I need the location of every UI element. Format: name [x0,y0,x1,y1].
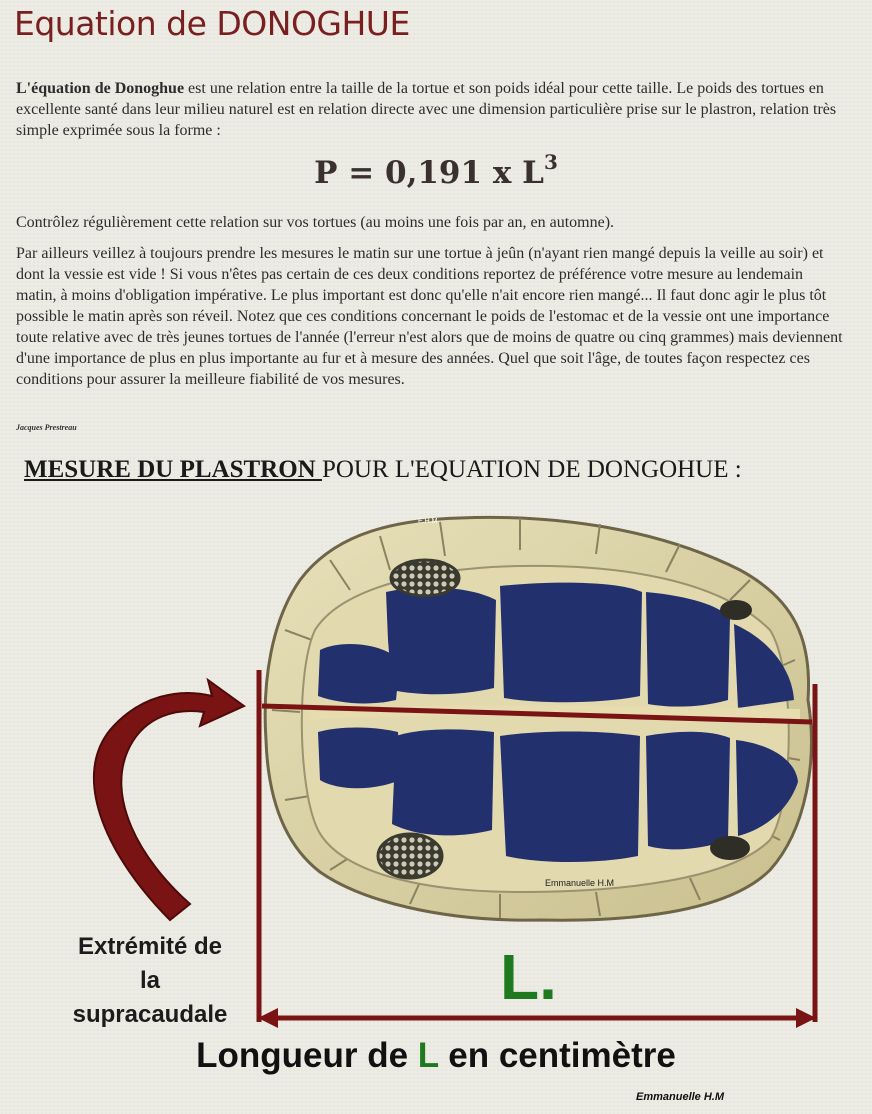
precautions-paragraph: Par ailleurs veillez à toujours prendre les mesures le matin sur une tortue à jeûn (n'ayant rien mangé depuis la veille au soir) et dont la vessie est vide ! Si vous n'êtes pas certain de ces deux conditions reportez de préférence votre mesure au lendemain matin, à moins d'obligation impérative. Le plus important est donc qu'elle n'ait encore rien mangé... Il faut donc agir le plus tôt possible le matin après son réveil. Notez que ces conditions concernant le poids de l'estomac et de la vessie ont une importance toute relative avec de très jeunes tortues de l'année (l'erreur n'est alors que de moins de quatre ou cinq grammes) mais deviennent d'une importance de plus en plus importante au fur et à mesure des années. Quel que soit l'âge, de toutes façon respectez ces conditions pour assurer la meilleure fiabilité de vos mesures. [16,245,843,388]
extremite-label [40,930,260,1032]
formula-exponent: 3 [543,150,558,174]
donoghue-formula [0,150,872,191]
intro-bold-lead: L'équation de Donoghue [16,80,185,97]
caption-after: en centimètre [438,1036,676,1075]
page-title: Equation de DONOGHUE [14,4,410,43]
caption-symbol: L [417,1036,439,1075]
rear-leg [378,834,442,878]
curved-arrow [94,680,244,920]
intro-text: est une relation entre la taille de la tortue et son poids idéal pour cette taille. Le poids des tortues en excellente santé dans leur milieu naturel est en relation directe avec une dimension particulière prise sur le plastron, relation très simple exprimée sous la forme : [16,80,837,139]
length-caption [0,1036,872,1076]
photo-watermark: E.H.M [418,518,438,525]
section-heading-rest: POUR L'EQUATION DE DONGOHUE : [321,456,742,483]
rear-leg-right [710,836,750,860]
extremite-label-line-3: supracaudale [72,1001,228,1028]
intro-paragraph [16,78,844,141]
extremite-label-line-2: la [139,967,160,994]
extremite-label-line-1: Extrémité de [77,933,223,960]
front-leg [391,560,459,596]
photo-credit: Emmanuelle H.M [545,878,615,888]
length-symbol: L. [500,941,557,1013]
caption-before: Longueur de [196,1036,418,1075]
section-heading [24,456,742,484]
control-paragraph: Contrôlez régulièrement cette relation sur vos tortues (au moins une fois par an, en automne). [16,214,615,231]
formula-main: P = 0,191 x L [314,155,544,191]
front-leg-right [720,600,752,620]
bottom-credit: Emmanuelle H.M [636,1091,725,1103]
section-heading-underlined: MESURE DU PLASTRON [24,456,322,483]
author-signature: Jacques Prestreau [16,423,77,432]
